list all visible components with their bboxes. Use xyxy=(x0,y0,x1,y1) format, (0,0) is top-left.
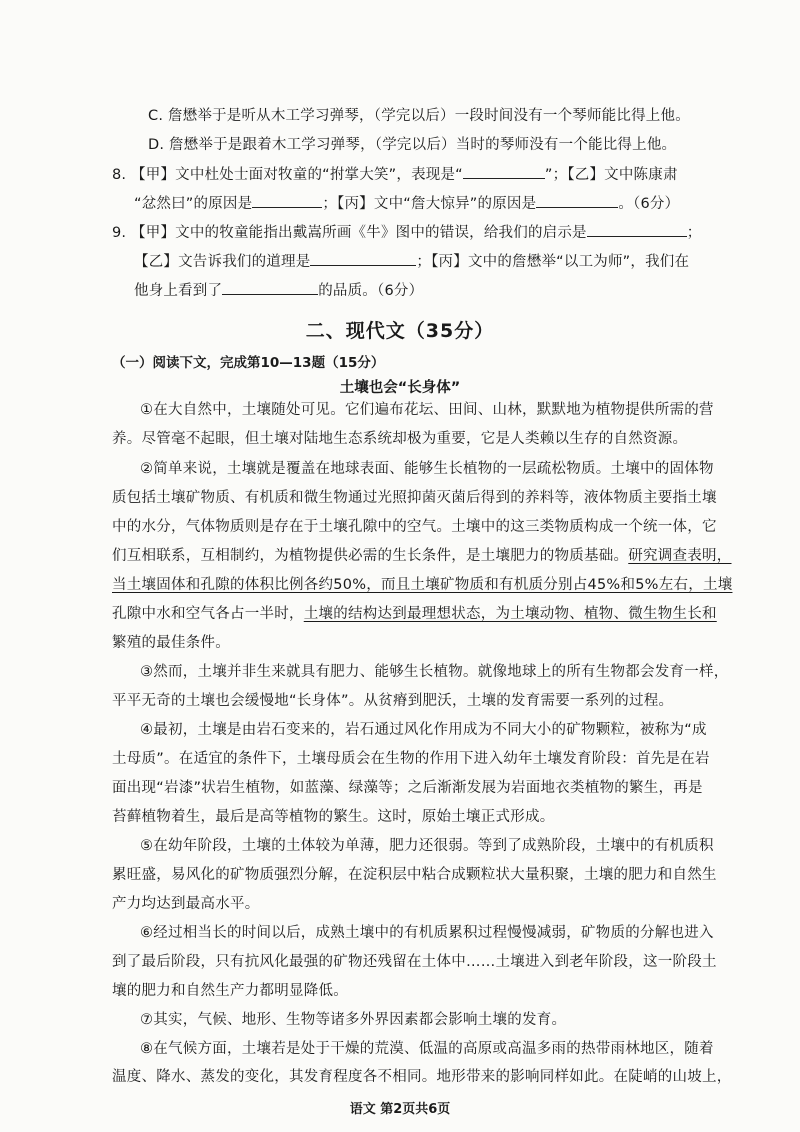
paragraph-4 xyxy=(112,716,710,832)
paragraph-line: 产力均达到最高水平。 xyxy=(112,896,260,912)
paragraph-line: 苔藓植物着生，最后是高等植物的繁生。这时，原始土壤正式形成。 xyxy=(112,809,555,825)
paragraph-line: ⑥经过相当长的时间以后，成熟土壤中的有机质累积过程慢慢减弱，矿物质的分解也进入 xyxy=(140,925,714,941)
q8-text-a: 8. 【甲】文中杜处士面对牧童的“拊掌大笑”，表现是“ xyxy=(112,167,463,183)
paragraph-3 xyxy=(112,658,729,716)
plain-text: 们互相联系，互相制约，为植物提供必需的生长条件，是土壤肥力的物质基础。 xyxy=(112,548,629,564)
paragraph-8 xyxy=(112,1035,732,1091)
q8-blank-3[interactable] xyxy=(536,193,618,208)
paragraph-2 xyxy=(112,455,733,658)
paragraph-7 xyxy=(112,1006,692,1035)
q8-blank-2[interactable] xyxy=(252,193,322,208)
q9-text-a: 9. 【甲】文中的牧童能指出戴嵩所画《牛》图中的错误，给我们的启示是 xyxy=(112,225,587,241)
q9-text-d: ；【丙】文中的詹懋举“以工为师”，我们在 xyxy=(416,254,690,270)
question-8-line-1 xyxy=(112,164,678,185)
question-9-line-1 xyxy=(112,222,701,243)
paragraph-line: 壤的肥力和自然生产力都明显降低。 xyxy=(112,983,348,999)
article-title: 土壤也会“长身体” xyxy=(339,380,461,396)
paragraph-line: 累旺盛，易风化的矿物质强烈分解，在淀积层中粘合成颗粒状大量积聚，土壤的肥力和自然生 xyxy=(112,867,717,883)
q9-blank-3[interactable] xyxy=(222,280,318,295)
paragraph-line xyxy=(112,600,717,629)
paragraph-line: ⑧在气候方面，土壤若是处于干燥的荒漠、低温的高原或高温多雨的热带雨林地区，随着 xyxy=(140,1041,714,1057)
option-c: C. 詹懋举于是听从木工学习弹琴，（学完以后）一段时间没有一个琴师能比得上他。 xyxy=(148,108,690,124)
q9-blank-1[interactable] xyxy=(587,222,687,237)
q8-blank-1[interactable] xyxy=(463,164,545,179)
paragraph-line: 质包括土壤矿物质、有机质和微生物通过光照抑菌灭菌后得到的养料等，液体物质主要指土壤 xyxy=(112,490,717,506)
underlined-line: 当土壤固体和孔隙的体积比例各约50%，而且土壤矿物质和有机质分别占45%和5%左右，土壤 xyxy=(112,577,733,593)
question-8-line-2 xyxy=(134,193,679,214)
q8-text-b: ”；【乙】文中陈康肃 xyxy=(544,167,678,183)
question-9-line-2 xyxy=(134,251,689,272)
option-d: D. 詹懋举于是跟着木工学习弹琴，（学完以后）当时的琴师没有一个能比得上他。 xyxy=(148,137,677,153)
underlined-text: 土壤的结构达到最理想状态，为土壤动物、植物、微生物生长和 xyxy=(303,606,717,622)
q8-text-e: 。（6分） xyxy=(618,196,680,212)
q9-blank-2[interactable] xyxy=(310,251,416,266)
paragraph-line: 养。尽管毫不起眼，但土壤对陆地生态系统却极为重要，它是人类赖以生存的自然资源。 xyxy=(112,431,688,447)
reading-heading: （一）阅读下文，完成第10—13题（15分） xyxy=(112,355,385,371)
q9-text-e: 他身上看到了 xyxy=(134,283,223,299)
q9-text-b: ； xyxy=(686,225,702,241)
paragraph-line: 温度、降水、蒸发的变化，其发育程度各不相同。地形带来的影响同样如此。在陡峭的山坡上， xyxy=(112,1069,732,1085)
question-9-line-3 xyxy=(134,280,423,301)
paragraph-line: ②简单来说，土壤就是覆盖在地球表面、能够生长植物的一层疏松物质。土壤中的固体物 xyxy=(140,461,714,477)
paragraph-line: ①在大自然中，土壤随处可见。它们遍布花坛、田间、山林，默默地为植物提供所需的营 xyxy=(140,402,714,418)
paragraph-1 xyxy=(112,396,714,454)
paragraph-5 xyxy=(112,832,717,919)
paragraph-line: 到了最后阶段，只有抗风化最强的矿物还残留在土体中……土壤进入到老年阶段，这一阶段土 xyxy=(112,954,717,970)
paragraph-line: ③然而，土壤并非生来就具有肥力、能够生长植物。就像地球上的所有生物都会发育一样， xyxy=(140,664,729,680)
paragraph-line xyxy=(112,542,732,571)
q8-text-d: ；【丙】文中“詹大惊异”的原因是 xyxy=(322,196,537,212)
page-footer: 语文 第2页共6页 xyxy=(349,1102,451,1117)
paragraph-line: ⑤在幼年阶段，土壤的土体较为单薄，肥力还很弱。等到了成熟阶段，土壤中的有机质积 xyxy=(140,838,714,854)
paragraph-line: 平平无奇的土壤也会缓慢地“长身体”。从贫瘠到肥沃，土壤的发育需要一系列的过程。 xyxy=(112,693,674,709)
q9-text-f: 的品质。（6分） xyxy=(318,283,424,299)
paragraph-6 xyxy=(112,919,717,1006)
paragraph-line: ④最初，土壤是由岩石变来的，岩石通过风化作用成为不同大小的矿物颗粒，被称为“成 xyxy=(140,722,707,738)
underlined-text: 研究调查表明， xyxy=(628,548,732,564)
section-title: 二、现代文（35分） xyxy=(305,320,495,342)
paragraph-line: 面出现“岩漆”状岩生植物，如蓝藻、绿藻等；之后渐渐发展为岩面地衣类植物的繁生，再是 xyxy=(112,780,703,796)
q9-text-c: 【乙】文告诉我们的道理是 xyxy=(134,254,311,270)
paragraph-line: ⑦其实，气候、地形、生物等诸多外界因素都会影响土壤的发育。 xyxy=(140,1012,567,1028)
q8-text-c: “忿然曰”的原因是 xyxy=(134,196,253,212)
paragraph-line: 中的水分，气体物质则是存在于土壤孔隙中的空气。土壤中的这三类物质构成一个统一体，它 xyxy=(112,519,717,535)
paragraph-line: 土母质”。在适宜的条件下，土壤母质会在生物的作用下进入幼年土壤发育阶段：首先是在岩 xyxy=(112,751,710,767)
plain-text: 孔隙中水和空气各占一半时， xyxy=(112,606,304,622)
paragraph-line: 繁殖的最佳条件。 xyxy=(112,635,230,651)
